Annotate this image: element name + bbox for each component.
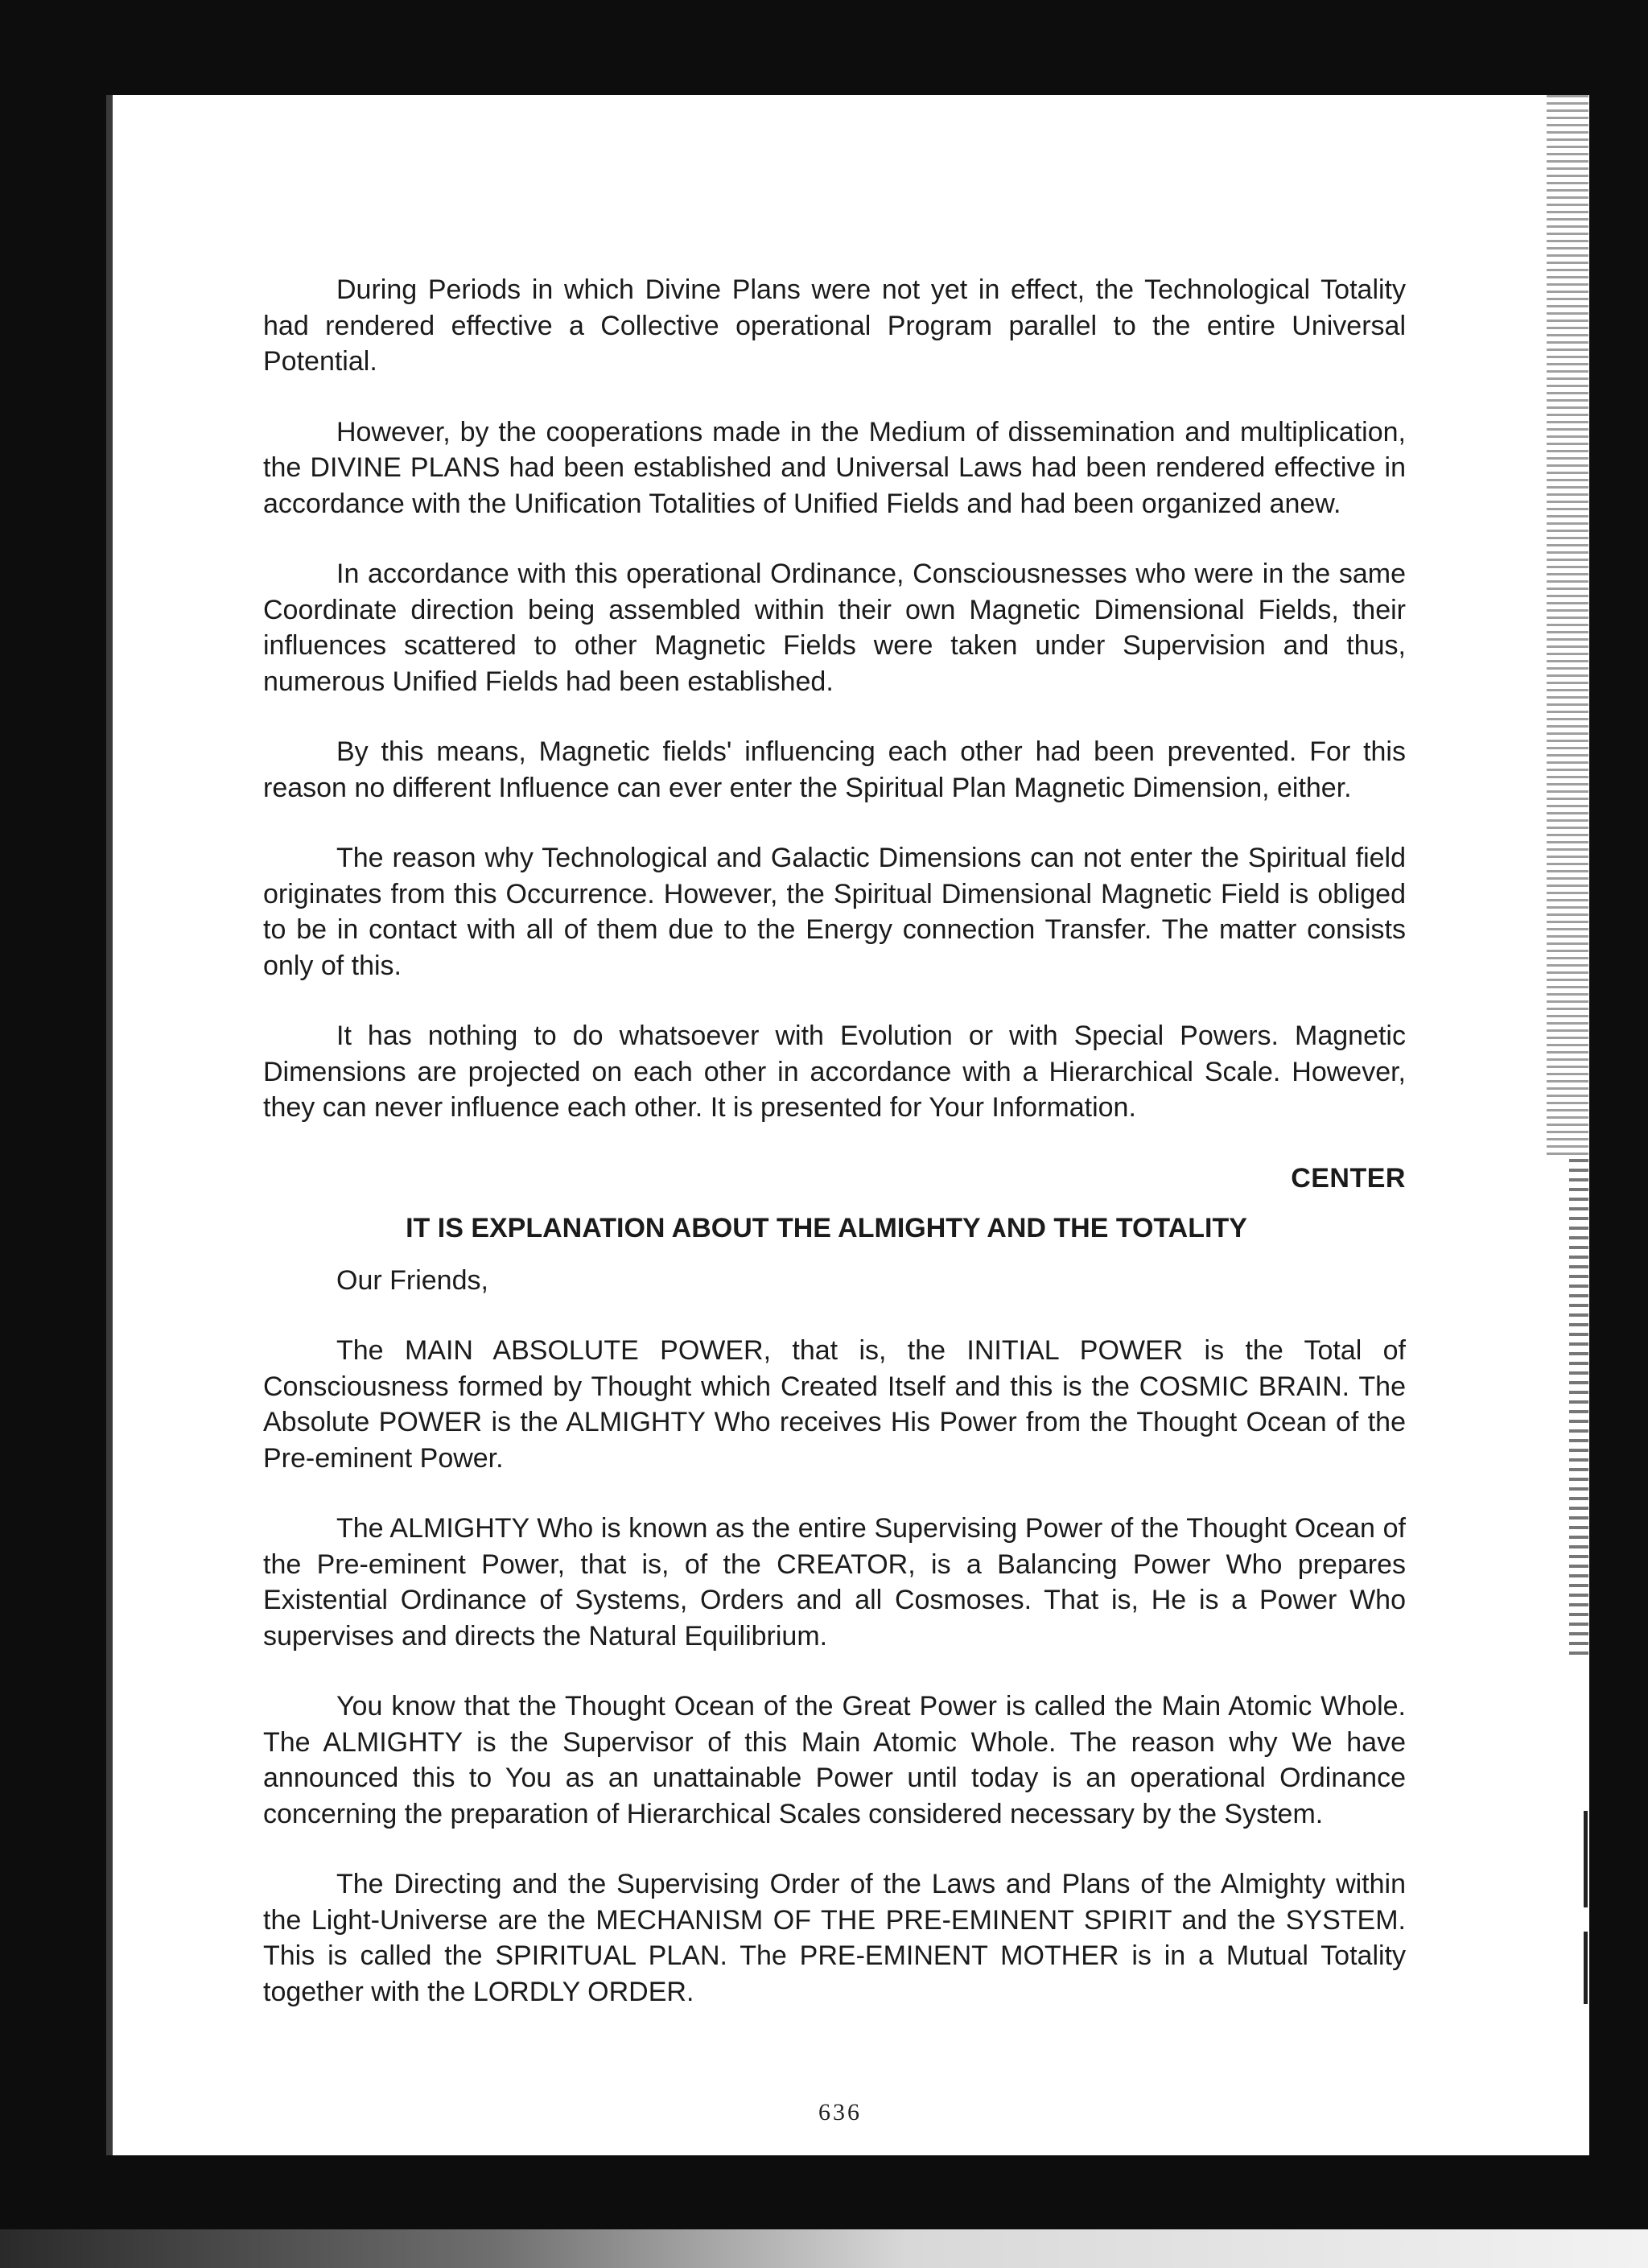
page-body xyxy=(263,272,1406,2010)
section-heading: IT IS EXPLANATION ABOUT THE ALMIGHTY AND THE TOTALITY xyxy=(406,1213,1247,1243)
paragraph: The MAIN ABSOLUTE POWER, that is, the INITIAL POWER is the Total of Consciousness formed by Thought which Created Itself and this is the COSMIC BRAIN. The Absolute POWER is the ALMIGHTY Who receives His Power from the Thought Ocean of the Pre-eminent Power. xyxy=(263,1335,1406,1474)
scan-edge-streak-lower xyxy=(1569,1159,1588,1658)
section-label: CENTER xyxy=(1291,1162,1406,1194)
scan-border-bottom-fade xyxy=(0,2229,1648,2268)
page-number: 636 xyxy=(818,2099,862,2126)
scan-edge-mark xyxy=(1584,1811,1588,1907)
scan-border-right xyxy=(1589,72,1648,2268)
paragraph: During Periods in which Divine Plans were not yet in effect, the Technological Totality had rendered effective a Collective operational Program parallel to the entire Universal Potential. xyxy=(263,274,1406,377)
paragraph: The Directing and the Supervising Order of the Laws and Plans of the Almighty within the Light-Universe are the MECHANISM OF THE PRE-EMINENT SPIRIT and the SYSTEM. This is called the SPIRITUAL PLAN. The PRE-EMINENT MOTHER is in a Mutual Totality together with the LORDLY ORDER. xyxy=(263,1869,1406,2007)
scan-edge-streak xyxy=(1547,95,1588,1157)
paragraph: In accordance with this operational Ordinance, Consciousnesses who were in the same Coordinate direction being assembled within their own Magnetic Dimensional Fields, their influences scattered to other Magnetic Fields were taken under Supervision and thus, numerous Unified Fields had been established. xyxy=(263,559,1406,697)
paragraph: The reason why Technological and Galactic Dimensions can not enter the Spiritual field originates from this Occurrence. However, the Spiritual Dimensional Magnetic Field is obliged to be in contact with all of them due to the Energy connection Transfer. The matter consists only of this. xyxy=(263,843,1406,981)
paragraph: You know that the Thought Ocean of the Great Power is called the Main Atomic Whole. The ALMIGHTY is the Supervisor of this Main Atomic Whole. The reason why We have announced this to You as an unattainable Power until today is an operational Ordinance concerning the preparation of Hierarchical Scales considered necessary by the System. xyxy=(263,1691,1406,1829)
paragraph: The ALMIGHTY Who is known as the entire Supervising Power of the Thought Ocean of the Pre-eminent Power, that is, of the CREATOR, is a Balancing Power Who prepares Existential Ordinance of Systems, Orders and all Cosmoses. That is, He is a Power Who supervises and directs the Natural Equilibrium. xyxy=(263,1513,1406,1652)
paragraph: It has nothing to do whatsoever with Evolution or with Special Powers. Magnetic Dimensions are projected on each other in accordance with a Hierarchical Scale. However, they can never influence each other. It is presented for Your Information. xyxy=(263,1021,1406,1123)
scan-border-left-edge xyxy=(106,95,113,2155)
scan-border-top xyxy=(0,0,1648,95)
paragraph: By this means, Magnetic fields' influencing each other had been prevented. For this reason no different Influence can ever enter the Spiritual Plan Magnetic Dimension, either. xyxy=(263,736,1406,803)
greeting: Our Friends, xyxy=(336,1264,488,1296)
scan-border-left xyxy=(0,0,113,2268)
paragraph: However, by the cooperations made in the Medium of dissemination and multiplication, the DIVINE PLANS had been established and Universal Laws had been rendered effective in accordance with the Unification Totalities of Unified Fields and had been organized anew. xyxy=(263,416,1406,519)
scan-edge-mark xyxy=(1584,1932,1588,2004)
